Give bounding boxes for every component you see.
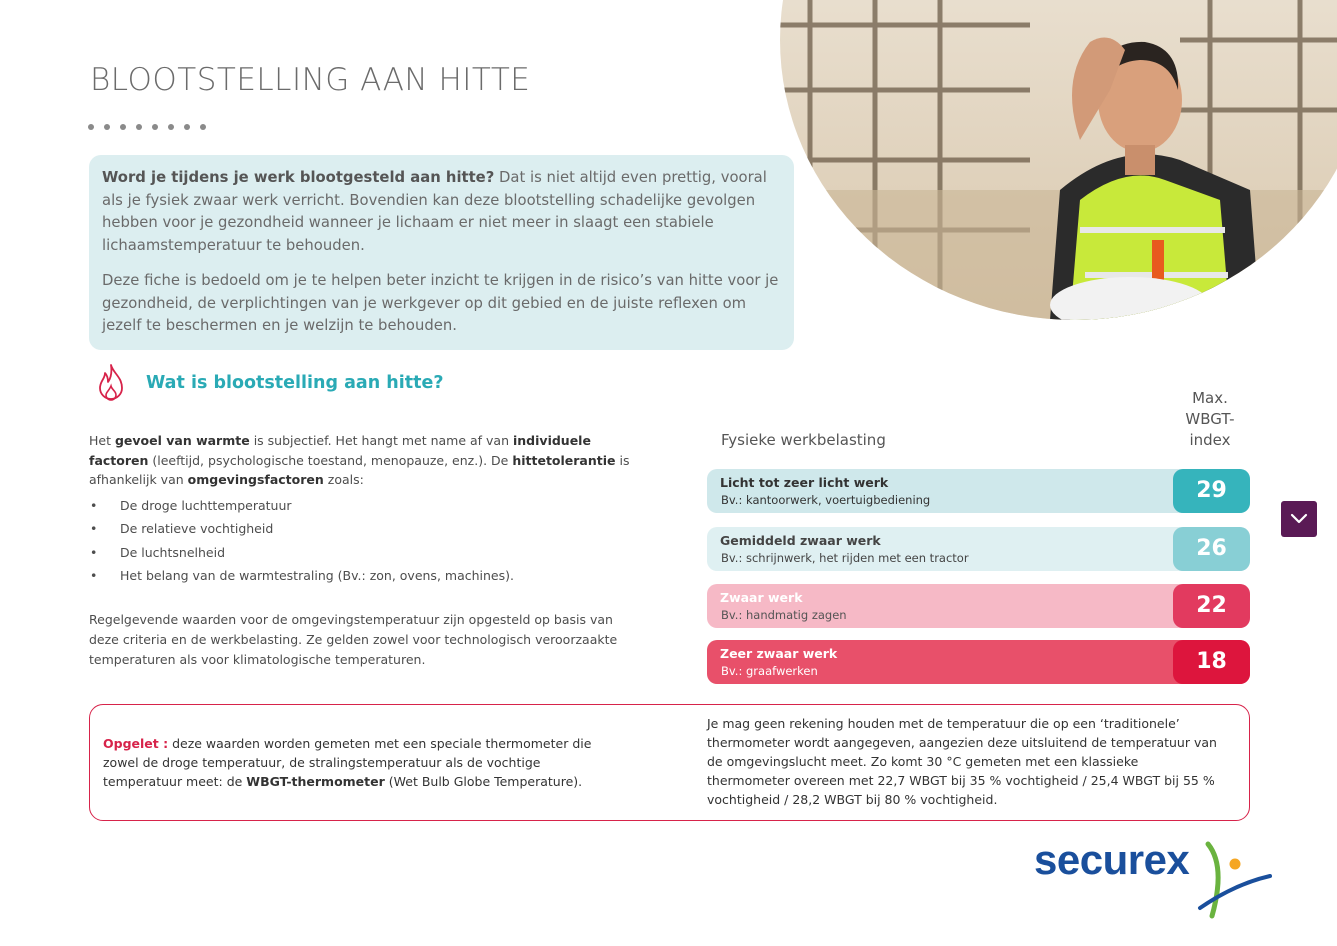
wbgt-value: 26 — [1173, 527, 1250, 571]
workload-row-very-heavy — [707, 640, 1250, 684]
worker-photo — [780, 0, 1337, 320]
logo-wordmark: securex — [1034, 836, 1190, 883]
row-example: Bv.: kantoorwerk, voertuigbediening — [721, 493, 931, 507]
row-example: Bv.: schrijnwerk, het rijden met een tractor — [721, 551, 969, 565]
workload-row-light — [707, 469, 1250, 513]
row-label: Licht tot zeer licht werk — [720, 475, 889, 490]
thermometer-note: Je mag geen rekening houden met de temperatuur die op een ‘traditionele’ thermometer wordt aangegeven, aangezien deze uitsluitend de temperatuur van de omgevingslucht meet. Zo komt 30 °C gemeten met een klassieke thermometer overeen met 22,7 WBGT bij 35 % vochtigheid / 25,4 WBGT bij 55 % vochtigheid / 28,2 WBGT bij 80 % vochtigheid. — [707, 716, 1217, 807]
heat-explanation: Het gevoel van warmte is subjectief. Het hangt met name af van individuele factoren (leeftijd, psychologische toestand, menopauze, enz.). De hittetolerantie is afhankelijk van omgevingsfactoren zoals: • De droge luchttemperatuur • De relatieve vochtigheid • De luchtsnelheid • Het belang van de warmtestraling (Bv.: zon, ovens, machines). — [89, 431, 649, 588]
list-item: • De relatieve vochtigheid — [89, 517, 649, 541]
workload-row-medium — [707, 527, 1250, 571]
row-example: Bv.: graafwerken — [721, 664, 818, 678]
max-wbgt-column-header: Max. WBGT-index — [1185, 389, 1235, 449]
section-title: Wat is blootstelling aan hitte? — [146, 373, 444, 393]
title-divider-dots — [88, 124, 206, 130]
list-item: • De luchtsnelheid — [89, 541, 649, 565]
wbgt-value: 18 — [1173, 640, 1250, 684]
row-example: Bv.: handmatig zagen — [721, 608, 847, 622]
page-title: BLOOTSTELLING AAN HITTE — [90, 62, 531, 98]
list-item: • Het belang van de warmtestraling (Bv.: zon, ovens, machines). — [89, 564, 649, 588]
flame-icon — [93, 362, 129, 406]
list-item: • De droge luchttemperatuur — [89, 494, 649, 518]
workload-column-header: Fysieke werkbelasting — [721, 431, 886, 449]
environment-factor-list — [89, 494, 649, 588]
regulation-paragraph: Regelgevende waarden voor de omgevingstemperatuur zijn opgesteld op basis van deze criteria en de werkbelasting. Ze gelden zowel voor technologisch veroorzaakte temperaturen als voor klimatologische temperaturen. — [89, 612, 618, 667]
securex-logo — [1030, 836, 1280, 922]
row-label: Zeer zwaar werk — [720, 646, 838, 661]
intro-box — [89, 155, 794, 350]
workload-row-heavy — [707, 584, 1250, 628]
intro-paragraph-2: Deze fiche is bedoeld om je te helpen beter inzicht te krijgen in de risico’s van hitte voor je gezondheid, de verplichtingen van je werkgever op dit gebied en de juiste reflexen om jezelf te beschermen en je welzijn te behouden. — [102, 272, 779, 334]
wbgt-value: 29 — [1173, 469, 1250, 513]
row-label: Gemiddeld zwaar werk — [720, 533, 881, 548]
wbgt-value: 22 — [1173, 584, 1250, 628]
warning-box — [89, 704, 1250, 821]
intro-paragraph-1: Word je tijdens je werk blootgesteld aan hitte? Dat is niet altijd even prettig, vooral als je fysiek zwaar werk verricht. Bovendien kan deze blootstelling schadelijke gevolgen hebben voor je gezondheid wanneer je lichaam er niet meer in slaagt een stabiele lichaamstemperatuur te behouden. — [102, 169, 767, 254]
chevron-down-icon — [1290, 513, 1308, 525]
row-label: Zwaar werk — [720, 590, 803, 605]
warning-text: Opgelet : deze waarden worden gemeten met een speciale thermometer die zowel de droge temperatuur, de stralingstemperatuur als de vochtige temperatuur meet: de WBGT-thermometer (Wet Bulb Globe Temperature). — [103, 736, 592, 789]
scroll-down-button[interactable] — [1281, 501, 1317, 537]
logo-swoosh-icon — [1030, 836, 1280, 922]
